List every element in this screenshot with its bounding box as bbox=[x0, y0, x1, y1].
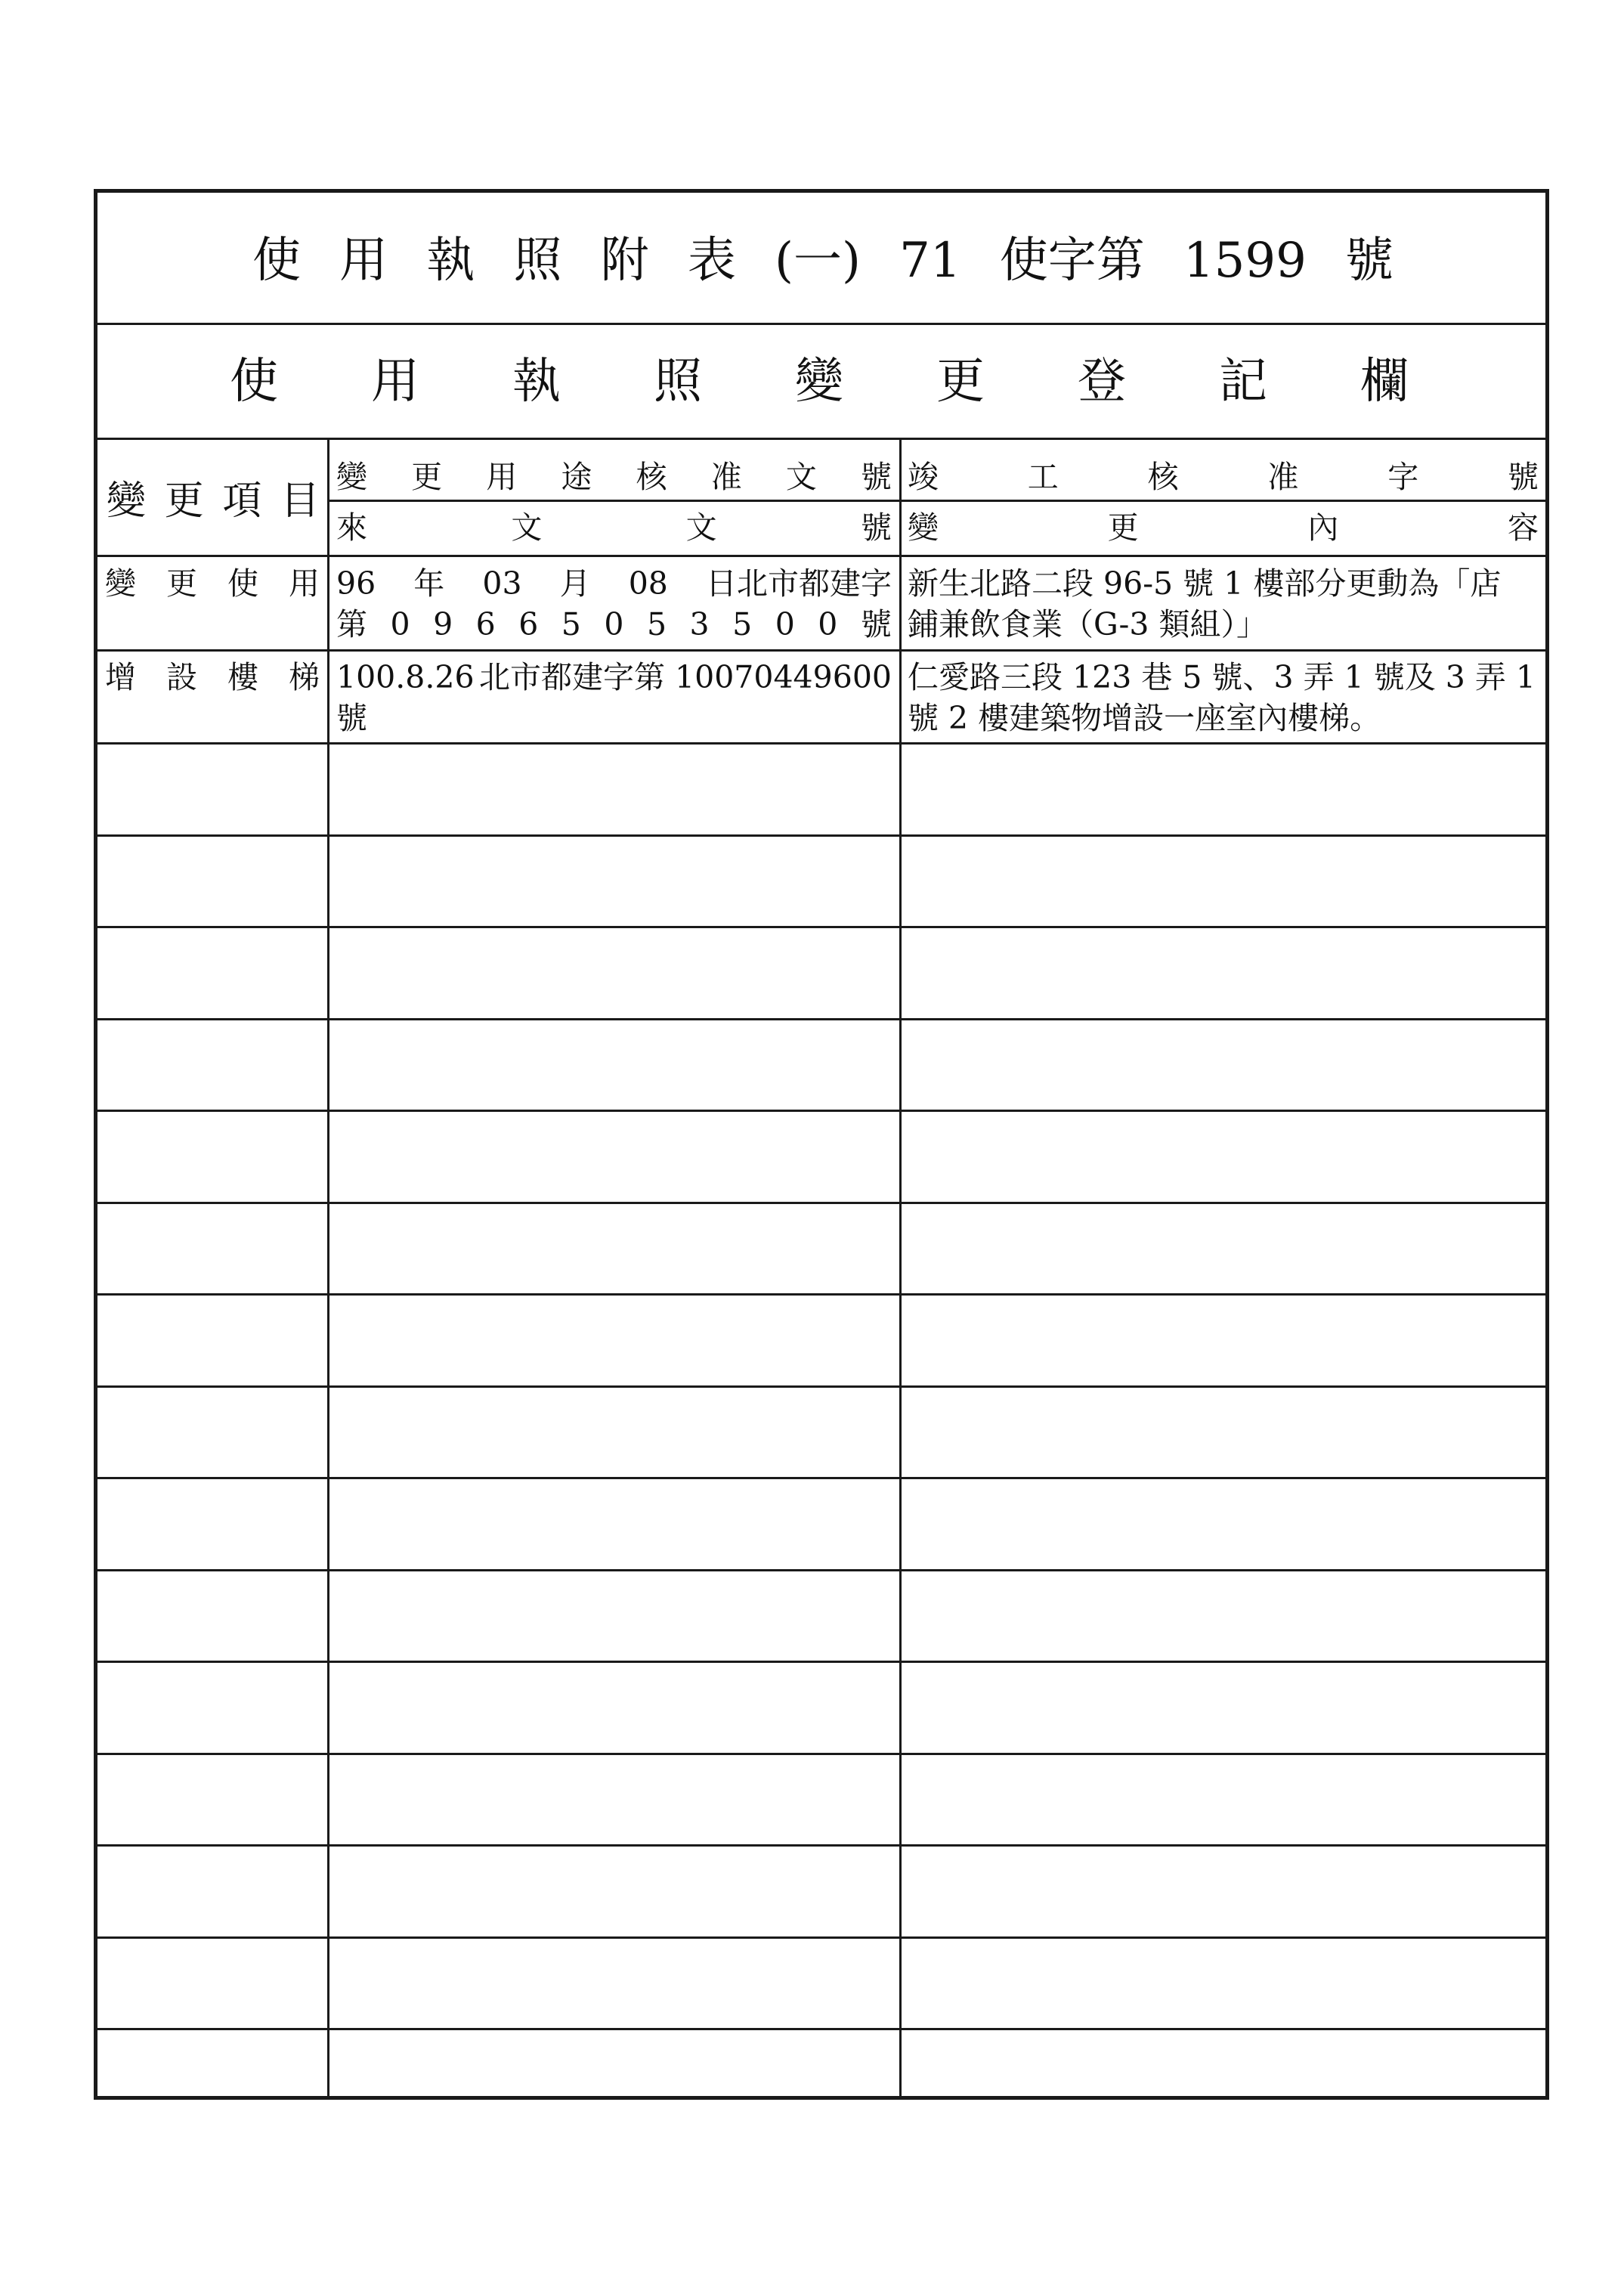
text-glyph: 第 bbox=[336, 606, 367, 642]
row2-doc-line1 bbox=[336, 654, 892, 701]
text-glyph: 年 bbox=[413, 565, 445, 602]
text-glyph: 核 bbox=[636, 459, 667, 495]
rule-header bbox=[97, 555, 1545, 557]
text-glyph: 竣 bbox=[908, 459, 939, 495]
row1-doc-line1 bbox=[336, 560, 892, 607]
row1-doc-line2 bbox=[336, 601, 892, 648]
row2-doc-line2: 號 bbox=[336, 700, 367, 736]
text-glyph: 來 bbox=[336, 509, 367, 546]
empty-row-rule bbox=[97, 1477, 1545, 1479]
text-glyph: 使 bbox=[227, 565, 258, 602]
row2-content-line2: 號 2 樓建築物增設一座室內樓梯。 bbox=[908, 700, 1381, 736]
text-glyph: 變 bbox=[795, 354, 843, 410]
text-glyph: 核 bbox=[1147, 459, 1179, 495]
text-glyph: 設 bbox=[166, 659, 197, 695]
empty-row-rule bbox=[97, 926, 1545, 928]
empty-row-rule bbox=[97, 1753, 1545, 1755]
row1-item bbox=[105, 560, 320, 607]
text-glyph: 0 bbox=[818, 606, 838, 642]
text-glyph: 字 bbox=[1387, 459, 1419, 495]
text-glyph: 附 bbox=[600, 233, 649, 289]
text-glyph: 71 bbox=[899, 233, 961, 289]
empty-row-rule bbox=[97, 2028, 1545, 2030]
text-glyph: 更 bbox=[1107, 509, 1139, 546]
text-glyph: 文 bbox=[685, 509, 717, 546]
row1-content-line1: 新生北路二段 96-5 號 1 樓部分更動為「店 bbox=[908, 565, 1502, 602]
text-glyph: 欄 bbox=[1360, 354, 1409, 410]
rule-col2 bbox=[899, 439, 902, 2097]
text-glyph: 更 bbox=[164, 478, 204, 524]
rule-subtitle bbox=[97, 438, 1545, 440]
row2-content-line1: 仁愛路三段 123 巷 5 號、3 弄 1 號及 3 弄 1 bbox=[908, 659, 1536, 695]
text-glyph: 9 bbox=[433, 606, 453, 642]
text-glyph: 號 bbox=[1507, 459, 1539, 495]
text-glyph: 號 bbox=[860, 509, 892, 546]
rule-row1 bbox=[97, 649, 1545, 652]
text-glyph: 3 bbox=[689, 606, 710, 642]
text-glyph: 號 bbox=[860, 459, 892, 495]
text-glyph: 100.8.26 bbox=[336, 659, 475, 695]
text-glyph: 變 bbox=[336, 459, 367, 495]
empty-row-rule bbox=[97, 1385, 1545, 1388]
empty-row-rule bbox=[97, 834, 1545, 837]
text-glyph: 項 bbox=[222, 478, 262, 524]
empty-row-rule bbox=[97, 1936, 1545, 1939]
empty-row-rule bbox=[97, 1844, 1545, 1847]
text-glyph: 03 bbox=[482, 565, 522, 602]
text-glyph: 0 bbox=[775, 606, 795, 642]
text-glyph: 工 bbox=[1027, 459, 1059, 495]
empty-row-rule bbox=[97, 1110, 1545, 1112]
text-glyph: 96 bbox=[336, 565, 376, 602]
text-glyph: 增 bbox=[105, 659, 136, 695]
text-glyph: 用 bbox=[289, 565, 320, 602]
text-glyph: (一) bbox=[775, 233, 861, 289]
empty-row-rule bbox=[97, 1661, 1545, 1663]
rule-col1 bbox=[327, 439, 329, 2097]
text-glyph: 內 bbox=[1307, 509, 1339, 546]
empty-row-rule bbox=[97, 1018, 1545, 1020]
row2-item bbox=[105, 654, 320, 701]
text-glyph: 使 bbox=[230, 354, 278, 410]
text-glyph: 6 bbox=[475, 606, 496, 642]
text-glyph: 5 bbox=[561, 606, 581, 642]
text-glyph: 准 bbox=[1267, 459, 1299, 495]
permit-attachment-table bbox=[94, 189, 1549, 2100]
text-glyph: 5 bbox=[646, 606, 667, 642]
text-glyph: 准 bbox=[710, 459, 742, 495]
column-header-item bbox=[107, 463, 320, 539]
text-glyph: 號 bbox=[1344, 233, 1394, 289]
text-glyph: 照 bbox=[513, 233, 562, 289]
text-glyph: 0 bbox=[390, 606, 410, 642]
text-glyph: 容 bbox=[1507, 509, 1539, 546]
section-title bbox=[230, 344, 1409, 419]
text-glyph: 月 bbox=[559, 565, 591, 602]
text-glyph: 5 bbox=[732, 606, 753, 642]
text-glyph: 執 bbox=[512, 354, 561, 410]
text-glyph: 1599 bbox=[1183, 233, 1307, 289]
column-header-completion-no bbox=[908, 454, 1539, 500]
column-header-approval-no bbox=[336, 454, 892, 500]
column-header-content bbox=[908, 504, 1539, 551]
column-header-incoming-no bbox=[336, 504, 892, 551]
text-glyph: 表 bbox=[687, 233, 736, 289]
text-glyph: 記 bbox=[1219, 354, 1267, 410]
text-glyph: 文 bbox=[511, 509, 543, 546]
text-glyph: 目 bbox=[280, 478, 320, 524]
page-title bbox=[252, 223, 1394, 299]
empty-row-rule bbox=[97, 1569, 1545, 1571]
rule-title bbox=[97, 323, 1545, 325]
text-glyph: 號 bbox=[860, 606, 892, 642]
text-glyph: 使字第 bbox=[999, 233, 1145, 289]
empty-row-rule bbox=[97, 742, 1545, 745]
text-glyph: 0 bbox=[604, 606, 624, 642]
text-glyph: 變 bbox=[908, 509, 939, 546]
text-glyph: 北市都建字第 10070449600 bbox=[479, 659, 892, 695]
text-glyph: 使 bbox=[252, 233, 301, 289]
text-glyph: 途 bbox=[561, 459, 592, 495]
text-glyph: 變 bbox=[105, 565, 136, 602]
text-glyph: 更 bbox=[936, 354, 985, 410]
row1-content-line2: 鋪兼飲食業（G-3 類組）」 bbox=[908, 606, 1267, 642]
text-glyph: 用 bbox=[371, 354, 419, 410]
empty-row-rule bbox=[97, 1202, 1545, 1204]
text-glyph: 梯 bbox=[289, 659, 320, 695]
empty-row-rule bbox=[97, 1293, 1545, 1296]
text-glyph: 日北市都建字 bbox=[705, 565, 892, 602]
text-glyph: 變 bbox=[107, 478, 147, 524]
text-glyph: 文 bbox=[785, 459, 817, 495]
text-glyph: 用 bbox=[339, 233, 388, 289]
text-glyph: 6 bbox=[518, 606, 539, 642]
text-glyph: 登 bbox=[1078, 354, 1126, 410]
text-glyph: 執 bbox=[426, 233, 475, 289]
text-glyph: 08 bbox=[628, 565, 668, 602]
text-glyph: 用 bbox=[486, 459, 518, 495]
text-glyph: 更 bbox=[411, 459, 443, 495]
text-glyph: 樓 bbox=[227, 659, 258, 695]
text-glyph: 照 bbox=[654, 354, 702, 410]
text-glyph: 更 bbox=[166, 565, 197, 602]
